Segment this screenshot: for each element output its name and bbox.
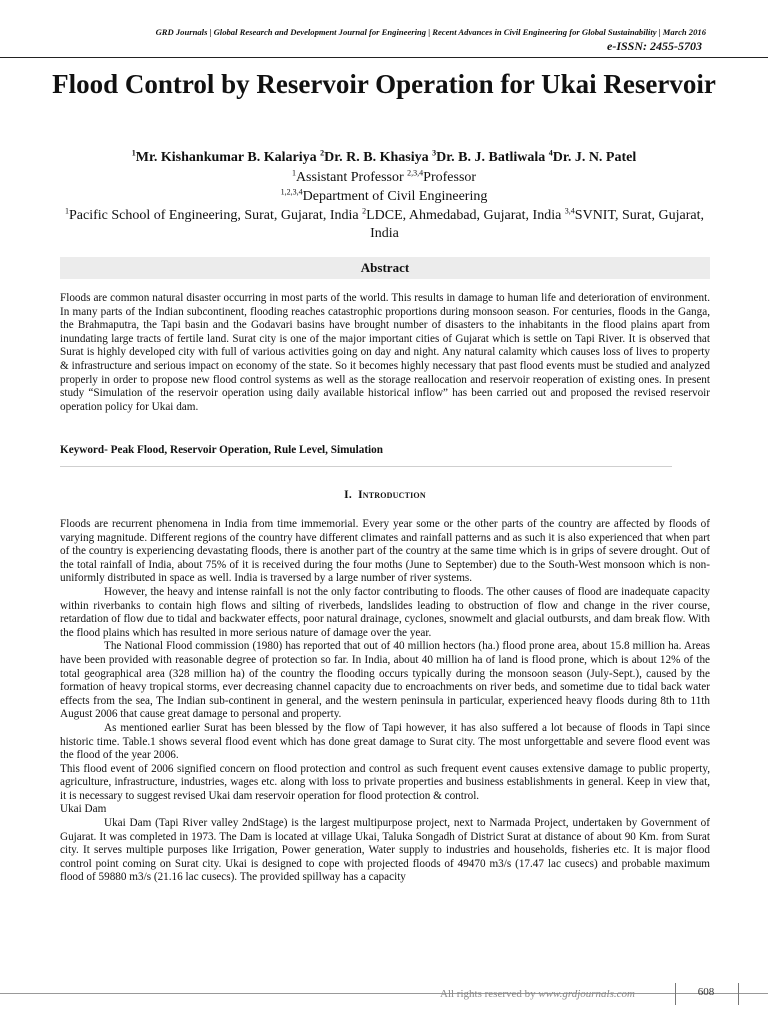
author-positions xyxy=(40,170,728,186)
author-sup: 1 xyxy=(131,148,136,158)
issn: e-ISSN: 2455-5703 xyxy=(607,39,702,53)
section-number: I. xyxy=(344,489,352,501)
paragraph: Ukai Dam (Tapi River valley 2ndStage) is the largest multipurpose project, next to Narmada Project, undertaken by Government of Gujarat. It was completed in 1973. The Dam is located at village Ukai, Taluka Songadh of District Surat at distance of about 90 Km. from Surat city. It serves multiple purposes like Irrigation, Power generation, Water supply to industries and households, fisheries etc. It is major flood control point coming on Surat city. Ukai is designed to cope with projected floods of 49470 m3/s (17.47 lac cusecs) and probable maximum flood of 59880 m3/s (21.16 lac cusecs). The provided spillway has a capacity xyxy=(60,817,710,884)
introduction-body xyxy=(60,518,710,885)
author-sup: 3 xyxy=(432,148,437,158)
affil-sup: 1 xyxy=(64,206,69,216)
department-text: Department of Civil Engineering xyxy=(302,189,488,204)
position-text: Professor xyxy=(423,170,477,185)
paragraph: Floods are recurrent phenomena in India from time immemorial. Every year some or the other parts of the country are affected by floods of varying magnitude. Different regions of the country have different climates and rainfall patterns and as such it is also experienced that when part of the country is experiencing devastating floods, there is another part of the country at the same time which is in grips of severe drought. Out of the total rainfall of India, about 75% of it is received during the four moths (June to September) due to the South-West monsoon which is non-uniformly distributed in space as well. India is traversed by a large number of river systems. xyxy=(60,518,710,585)
affil-text: SVNIT, Surat, Gujarat, India xyxy=(370,208,705,241)
department xyxy=(40,189,728,205)
author-sup: 2 xyxy=(320,148,325,158)
subheading-ukai-dam: Ukai Dam xyxy=(60,803,107,816)
affiliations xyxy=(62,207,707,243)
position-text: Assistant Professor xyxy=(295,170,408,185)
author-name: Mr. Kishankumar B. Kalariya xyxy=(135,150,321,165)
paragraph: However, the heavy and intense rainfall is not the only factor contributing to floods. The other causes of flood are inadequate capacity within riverbanks to contain high flows and silting of riverbeds, landslides leading to obstruction of flow and change in the river course, retardation of flow due to tidal and backwater effects, poor natural drainage, cyclones, snowmelt and glacial outbursts, and dam break flow. With the flood plains which has resulted in more serious nature of damage over the year. xyxy=(60,585,710,639)
affil-text: LDCE, Ahmedabad, Gujarat, India xyxy=(366,208,565,223)
author-sup: 4 xyxy=(548,148,553,158)
paragraph: As mentioned earlier Surat has been blessed by the flow of Tapi however, it has also suffered a lot because of floods in Tapi since historic time. Table.1 shows several flood event which has done great damage to Surat city. The most unforgettable and severe flood event was the flood of the year 2006. xyxy=(60,721,710,762)
author-name: Dr. B. J. Batliwala xyxy=(436,150,549,165)
author-name: Dr. R. B. Khasiya xyxy=(324,150,433,165)
paragraph: This flood event of 2006 signified concern on flood protection and control as such frequent event causes extensive damage to public property, agriculture, infrastructure, industries, wages etc. along with loss to private properties and business establishments in general. Keep in view that, it is necessary to suggest revised Ukai dam reservoir operation for flood protection & control. xyxy=(60,762,710,802)
author-name: Dr. J. N. Patel xyxy=(552,150,637,165)
affil-sup: 2 xyxy=(362,206,367,216)
section-heading xyxy=(60,489,710,501)
footer-rule xyxy=(0,993,768,994)
affil-sup: 3,4 xyxy=(564,206,575,216)
affil-text: Pacific School of Engineering, Surat, Gujarat, India xyxy=(68,208,363,223)
footer-rights xyxy=(440,988,635,1000)
abstract-heading: Abstract xyxy=(60,257,710,279)
abstract-separator xyxy=(60,466,672,467)
site-link[interactable]: www.grdjournals.com xyxy=(538,988,635,1000)
paper-title: Flood Control by Reservoir Operation for Ukai Reservoir xyxy=(52,69,716,99)
department-sup: 1,2,3,4 xyxy=(280,187,303,197)
page-number: 608 xyxy=(697,986,715,998)
rights-text: All rights reserved by xyxy=(440,988,539,1000)
journal-header: GRD Journals | Global Research and Development Journal for Engineering | Recent Advances in Civil Engineering for Global Sustainability | March 2016 xyxy=(155,27,706,37)
section-title: Introduction xyxy=(358,489,426,501)
keywords: Keyword- Peak Flood, Reservoir Operation, Rule Level, Simulation xyxy=(60,444,383,456)
author-list xyxy=(40,150,728,166)
header-rule xyxy=(0,57,768,58)
position-sup: 1 xyxy=(291,168,296,178)
position-sup: 2,3,4 xyxy=(407,168,424,178)
paragraph: The National Flood commission (1980) has reported that out of 40 million hectors (ha.) flood prone area, about 15.8 million ha. Areas have been provided with reasonable degree of protection so far. In India, about 40 million ha of land is flood prone, which is about 12% of the total geographical area (328 million ha) of the country the flooding occurs typically during the monsoon season (July-Sept.), caused by the formation of heavy tropical storms, ever decreasing channel capacity due to encroachments on river beds, and sometime due to tidal back water effects from the sea, The Indian sub-continent in general, and the western peninsula in particular, experienced heavy floods during 8th to 11th August 2006 that cause great damage to personal and property. xyxy=(60,640,710,721)
abstract-text: Floods are common natural disaster occurring in most parts of the world. This results in damage to human life and deterioration of environment. In many parts of the Indian subcontinent, flooding reaches catastrophic proportions during monsoon season. For centuries, floods in the Ganga, the Brahmaputra, the Tapi basin and the Godavari basins have brought number of disasters to the inhabitants in the flood plains apart from inundating large tracts of fertile land. Surat city is one of the major important cities of Gujarat which is settle on Tapi River. It is observed that Surat is highly developed city with full of various activities going on day and night. Any natural calamity which causes loss of lives to property & infrastructure and serious impact on economy of the state. So it becomes highly necessary that past flood events must be studied and analyzed properly in order to propose new flood control systems as well as the storage reallocation and reservoir reoperation of existing ones. In present study “Simulation of the reservoir operation using daily available historical inflow” has been carried out and proposed the revised reservoir operation policy for Ukai dam. xyxy=(60,292,710,413)
